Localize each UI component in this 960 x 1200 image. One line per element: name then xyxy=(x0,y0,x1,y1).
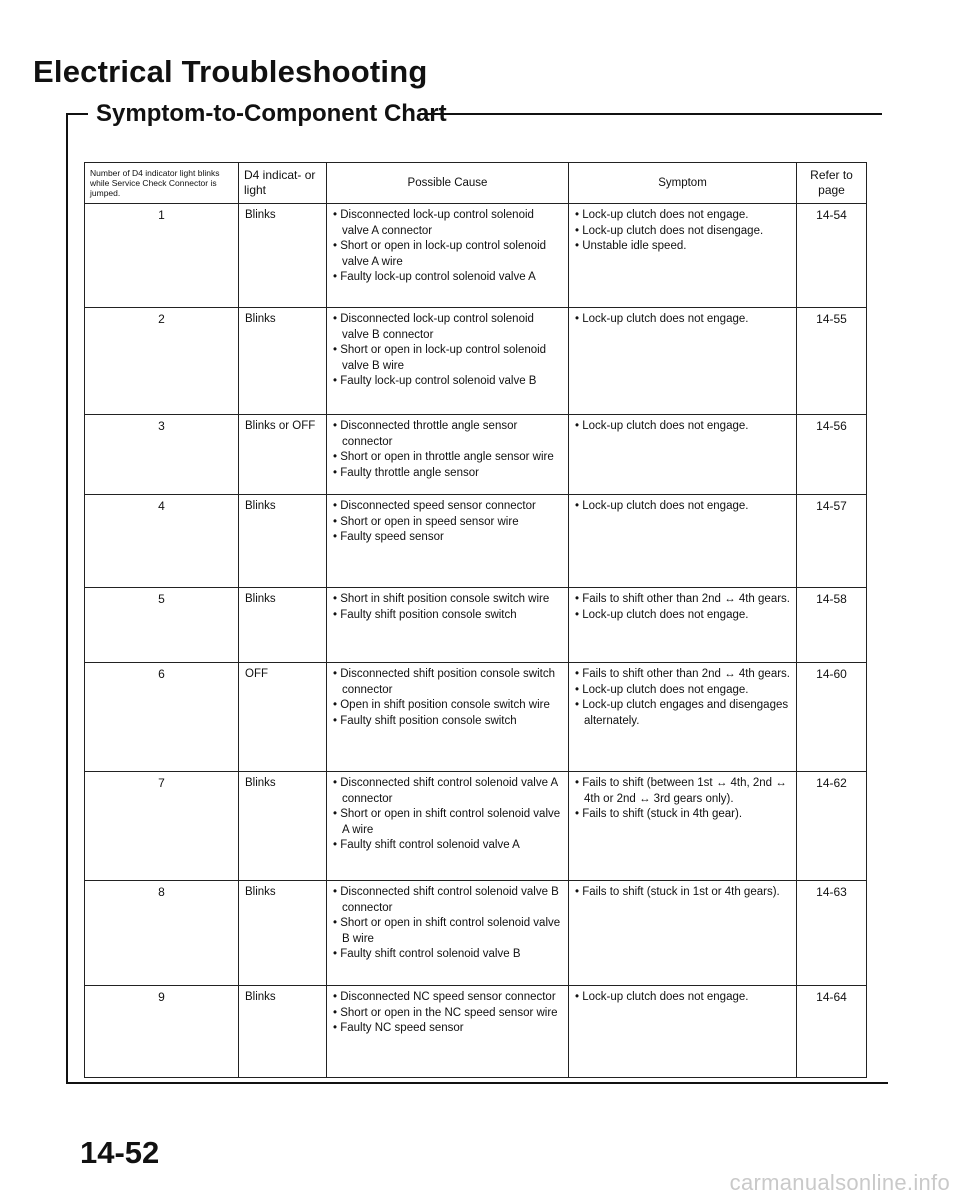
symptom-item: • Fails to shift (stuck in 4th gear). xyxy=(575,807,790,823)
cause-item: • Faulty shift position console switch xyxy=(333,608,562,624)
cause-item: • Short or open in lock-up control solenoid valve A wire xyxy=(333,239,562,270)
symptom-item: • Lock-up clutch does not engage. xyxy=(575,419,790,435)
blink-count-cell: 5 xyxy=(85,588,239,663)
cause-item: • Short in shift position console switch wire xyxy=(333,592,562,608)
indicator-cell: Blinks or OFF xyxy=(239,415,327,495)
possible-cause-cell xyxy=(327,772,569,881)
possible-cause-cell xyxy=(327,588,569,663)
page-number: 14-52 xyxy=(80,1135,160,1170)
column-header-possible-cause: Possible Cause xyxy=(327,163,569,204)
symptom-cell xyxy=(569,415,797,495)
cause-item: • Faulty NC speed sensor xyxy=(333,1021,562,1037)
cause-list xyxy=(333,312,562,390)
blink-count-cell: 6 xyxy=(85,663,239,772)
cause-item: • Disconnected speed sensor connector xyxy=(333,499,562,515)
page-title: Electrical Troubleshooting xyxy=(33,54,428,89)
cause-item: • Disconnected throttle angle sensor connector xyxy=(333,419,562,450)
blink-count-cell: 3 xyxy=(85,415,239,495)
reference-page-cell: 14-62 xyxy=(797,772,867,881)
symptom-list xyxy=(575,776,790,823)
cause-item: • Disconnected lock-up control solenoid valve A connector xyxy=(333,208,562,239)
symptom-list xyxy=(575,885,790,901)
reference-page-cell: 14-58 xyxy=(797,588,867,663)
cause-list xyxy=(333,592,562,623)
symptom-cell xyxy=(569,986,797,1078)
possible-cause-cell xyxy=(327,663,569,772)
indicator-cell: Blinks xyxy=(239,772,327,881)
indicator-cell: Blinks xyxy=(239,588,327,663)
blink-count-cell: 7 xyxy=(85,772,239,881)
column-header-reference-page: Refer to page xyxy=(797,163,867,204)
cause-list xyxy=(333,499,562,546)
symptom-list xyxy=(575,667,790,729)
indicator-cell: OFF xyxy=(239,663,327,772)
cause-item: • Disconnected NC speed sensor connector xyxy=(333,990,562,1006)
symptom-item: • Lock-up clutch does not engage. xyxy=(575,499,790,515)
table-row xyxy=(85,308,867,415)
symptom-cell xyxy=(569,204,797,308)
indicator-cell: Blinks xyxy=(239,308,327,415)
watermark-text: carmanualsonline.info xyxy=(729,1170,950,1195)
cause-item: • Disconnected shift control solenoid valve A connector xyxy=(333,776,562,807)
reference-page-cell: 14-54 xyxy=(797,204,867,308)
possible-cause-cell xyxy=(327,495,569,588)
cause-list xyxy=(333,419,562,481)
chart-subtitle: Symptom-to-Component Chart xyxy=(96,100,447,127)
cause-item: • Short or open in speed sensor wire xyxy=(333,515,562,531)
cause-item: • Disconnected shift position console switch connector xyxy=(333,667,562,698)
symptom-item: • Lock-up clutch does not engage. xyxy=(575,990,790,1006)
blink-count-cell: 4 xyxy=(85,495,239,588)
reference-page-cell: 14-60 xyxy=(797,663,867,772)
table-row xyxy=(85,881,867,986)
cause-item: • Faulty lock-up control solenoid valve A xyxy=(333,270,562,286)
cause-item: • Faulty shift position console switch xyxy=(333,714,562,730)
indicator-cell: Blinks xyxy=(239,204,327,308)
symptom-list xyxy=(575,990,790,1006)
symptom-list xyxy=(575,419,790,435)
symptom-item: • Lock-up clutch does not engage. xyxy=(575,683,790,699)
column-header-indicator: D4 indicat- or light xyxy=(239,163,327,204)
cause-list xyxy=(333,990,562,1037)
indicator-cell: Blinks xyxy=(239,495,327,588)
cause-item: • Short or open in shift control solenoid valve A wire xyxy=(333,807,562,838)
possible-cause-cell xyxy=(327,986,569,1078)
table-row xyxy=(85,663,867,772)
blink-count-cell: 1 xyxy=(85,204,239,308)
cause-list xyxy=(333,667,562,729)
reference-page-cell: 14-56 xyxy=(797,415,867,495)
cause-item: • Short or open in throttle angle sensor wire xyxy=(333,450,562,466)
cause-list xyxy=(333,776,562,854)
reference-page-cell: 14-57 xyxy=(797,495,867,588)
cause-item: • Open in shift position console switch wire xyxy=(333,698,562,714)
blink-count-cell: 8 xyxy=(85,881,239,986)
frame-corner-rule xyxy=(66,113,88,115)
indicator-cell: Blinks xyxy=(239,986,327,1078)
cause-list xyxy=(333,208,562,286)
symptom-list xyxy=(575,499,790,515)
symptom-component-table xyxy=(84,162,867,1078)
symptom-cell xyxy=(569,308,797,415)
frame-bottom-rule xyxy=(66,1082,888,1084)
table-body xyxy=(85,204,867,1078)
blink-count-cell: 2 xyxy=(85,308,239,415)
symptom-item: • Lock-up clutch engages and disengages alternately. xyxy=(575,698,790,729)
symptom-item: • Fails to shift (stuck in 1st or 4th gears). xyxy=(575,885,790,901)
symptom-item: • Lock-up clutch does not engage. xyxy=(575,208,790,224)
symptom-item: • Unstable idle speed. xyxy=(575,239,790,255)
possible-cause-cell xyxy=(327,881,569,986)
reference-page-cell: 14-63 xyxy=(797,881,867,986)
symptom-cell xyxy=(569,495,797,588)
symptom-cell xyxy=(569,588,797,663)
symptom-cell xyxy=(569,881,797,986)
cause-item: • Short or open in the NC speed sensor wire xyxy=(333,1006,562,1022)
table-row xyxy=(85,204,867,308)
symptom-list xyxy=(575,592,790,623)
cause-item: • Faulty shift control solenoid valve A xyxy=(333,838,562,854)
cause-item: • Faulty speed sensor xyxy=(333,530,562,546)
header-rule xyxy=(420,113,882,115)
symptom-list xyxy=(575,312,790,328)
possible-cause-cell xyxy=(327,204,569,308)
cause-item: • Short or open in shift control solenoid valve B wire xyxy=(333,916,562,947)
table-row xyxy=(85,588,867,663)
table-row xyxy=(85,772,867,881)
symptom-item: • Fails to shift other than 2nd ↔ 4th gears. xyxy=(575,667,790,683)
reference-page-cell: 14-64 xyxy=(797,986,867,1078)
cause-item: • Faulty lock-up control solenoid valve B xyxy=(333,374,562,390)
possible-cause-cell xyxy=(327,415,569,495)
frame-left-rule xyxy=(66,113,68,1083)
symptom-list xyxy=(575,208,790,255)
cause-item: • Faulty shift control solenoid valve B xyxy=(333,947,562,963)
symptom-item: • Lock-up clutch does not disengage. xyxy=(575,224,790,240)
cause-item: • Faulty throttle angle sensor xyxy=(333,466,562,482)
table-row xyxy=(85,495,867,588)
symptom-item: • Fails to shift (between 1st ↔ 4th, 2nd ↔ 4th or 2nd ↔ 3rd gears only). xyxy=(575,776,790,807)
table-row xyxy=(85,986,867,1078)
cause-item: • Disconnected lock-up control solenoid valve B connector xyxy=(333,312,562,343)
table-header xyxy=(85,163,867,204)
blink-count-cell: 9 xyxy=(85,986,239,1078)
cause-item: • Short or open in lock-up control solenoid valve B wire xyxy=(333,343,562,374)
symptom-item: • Fails to shift other than 2nd ↔ 4th gears. xyxy=(575,592,790,608)
indicator-cell: Blinks xyxy=(239,881,327,986)
symptom-item: • Lock-up clutch does not engage. xyxy=(575,312,790,328)
symptom-cell xyxy=(569,663,797,772)
column-header-symptom: Symptom xyxy=(569,163,797,204)
symptom-item: • Lock-up clutch does not engage. xyxy=(575,608,790,624)
reference-page-cell: 14-55 xyxy=(797,308,867,415)
possible-cause-cell xyxy=(327,308,569,415)
column-header-blink-count: Number of D4 indicator light blinks while Service Check Connector is jumped. xyxy=(85,163,239,204)
table-row xyxy=(85,415,867,495)
cause-item: • Disconnected shift control solenoid valve B connector xyxy=(333,885,562,916)
symptom-cell xyxy=(569,772,797,881)
cause-list xyxy=(333,885,562,963)
